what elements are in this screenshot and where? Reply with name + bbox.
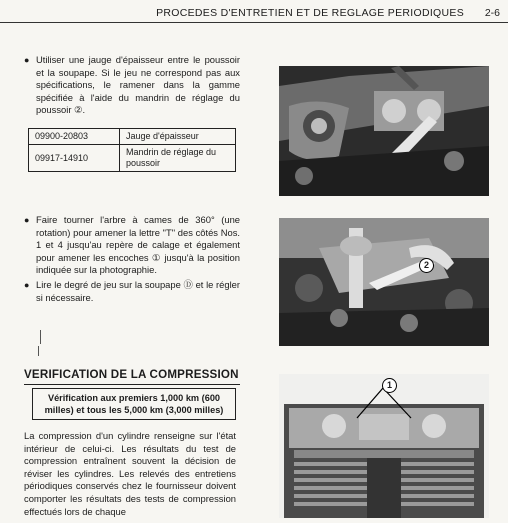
callout-1: 1 [382,378,397,393]
pencil-mark [38,346,39,356]
bullet-icon: ● [24,279,30,290]
step-2-item [22,214,240,277]
tool-code: 09900-20803 [29,129,120,145]
engine-photo-1 [279,66,489,196]
page-header [0,4,508,23]
pencil-mark [40,330,41,344]
engine-photo-2 [279,218,489,346]
step-2-block [22,214,240,304]
callout-2: 2 [419,258,434,273]
table-row [29,129,236,145]
step-1-text: Utiliser une jauge d'épaisseur entre le poussoir et la soupape. Si le jeu ne correspond pas aux spécifications, le ramener dans la gamme spécifiée à l'aide du mandrin de réglage du poussoir ②. [36,54,240,116]
tool-name: Jauge d'épaisseur [120,129,236,145]
photo-feeler-gauge [279,66,489,196]
step-3-item [22,279,240,304]
step-1-item [22,54,240,117]
section-title: VERIFICATION DE LA COMPRESSION [24,368,240,385]
step-1-block [22,54,240,117]
table-row [29,145,236,172]
bullet-icon: ● [24,215,30,225]
compression-paragraph: La compression d'un cylindre renseigne sur l'état intérieur de celui-ci. Les résultats du test de compression entraînent souvent la décision de réviser les cylindres. Les relevés des entretiens périodiques conservés chez le fournisseur doivent comporter les résultats des tests de compression effectués lors de chaque [24,430,236,517]
step-3-text: Lire le degré de jeu sur la soupape Ⓓ et le régler si nécessaire. [36,278,240,303]
photo-tappet-tool [279,218,489,346]
interval-note: Vérification aux premiers 1,000 km (600 milles) et tous les 5,000 km (3,000 milles) [32,388,236,420]
header-title: PROCEDES D'ENTRETIEN ET DE REGLAGE PERIODIQUES [156,7,464,19]
bullet-icon: ● [24,55,30,65]
photo-camshaft-notches [279,374,489,518]
page-number: 2-6 [484,7,500,19]
tools-table [28,128,236,172]
engine-photo-3 [279,374,489,518]
step-2-text: Faire tourner l'arbre à cames de 360° (une rotation) pour amener la lettre "T" des côtés Nos. 1 et 4 jusqu'au repère de calage et également pour amener les encoches ① jusqu'à la position indiquée sur la photographie. [36,214,240,276]
tool-code: 09917-14910 [29,145,120,172]
tool-name: Mandrin de réglage du poussoir [120,145,236,172]
